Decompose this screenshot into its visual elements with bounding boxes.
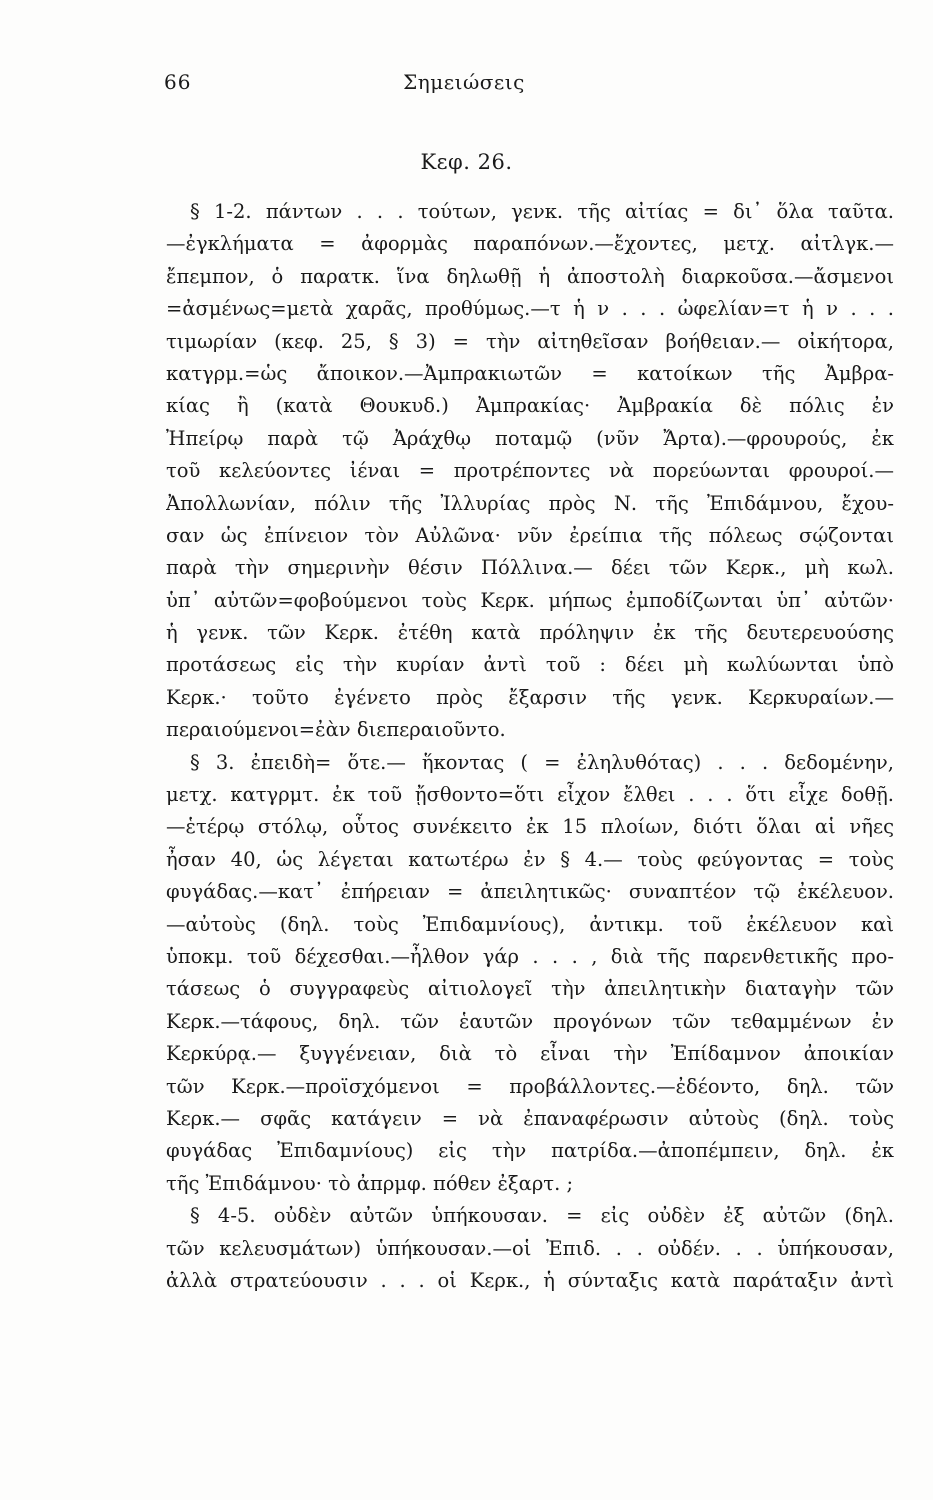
text-line: ἡ γενκ. τῶν Κερκ. ἐτέθη κατὰ πρόληψιν ἐκ τῆς δευτερευούσης <box>166 621 894 645</box>
text-line: ἔπεμπον, ὁ παρατκ. ἵνα δηλωθῇ ἡ ἀποστολὴ διαρκοῦσα.—ἄσμενοι <box>166 264 894 288</box>
text-line: κατγρμ.=ὡς ἄποικον.—Ἀμπρακιωτῶν = κατοίκων τῆς Ἀμβρα- <box>166 361 894 385</box>
text-line: Ἠπείρῳ παρὰ τῷ Ἀράχθῳ ποταμῷ (νῦν Ἄρτα).—φρουρούς, ἐκ <box>166 426 894 450</box>
text-line: τῶν Κερκ.—προϊσχόμενοι = προβάλλοντες.—ἐδέοντο, δηλ. τῶν <box>166 1074 894 1098</box>
text-line: § 1-2. πάντων . . . τούτων, γενκ. τῆς αἰτίας = δι᾽ ὅλα ταῦτα. <box>190 200 894 223</box>
text-line: § 4-5. οὐδὲν αὐτῶν ὑπήκουσαν. = εἰς οὐδὲν ἐξ αὐτῶν (δηλ. <box>190 1204 894 1228</box>
text-line: περαιούμενοι=ἐὰν διεπεραιοῦντο. <box>166 718 506 742</box>
text-line: προτάσεως εἰς τὴν κυρίαν ἀντὶ τοῦ : δέει μὴ κωλύωνται ὑπὸ <box>166 653 894 677</box>
text-line: ὑποκμ. τοῦ δέχεσθαι.—ἦλθον γάρ . . . , διὰ τῆς παρενθετικῆς προ- <box>166 944 894 968</box>
text-line: μετχ. κατγρμτ. ἐκ τοῦ ᾔσθοντο=ὅτι εἶχον ἔλθει . . . ὅτι εἶχε δοθῇ. <box>166 783 894 807</box>
text-line: =ἀσμένως=μετὰ χαρᾶς, προθύμως.—τ ἡ ν . . . ὠφελίαν=τ ἡ ν . . . <box>166 297 894 321</box>
text-line: τάσεως ὁ συγγραφεὺς αἰτιολογεῖ τὴν ἀπειλητικὴν διαταγὴν τῶν <box>166 977 894 1001</box>
text-line: Κερκ.· τοῦτο ἐγένετο πρὸς ἔξαρσιν τῆς γενκ. Κερκυραίων.— <box>166 685 894 709</box>
text-line: Κερκ.— σφᾶς κατάγειν = νὰ ἐπαναφέρωσιν αὐτοὺς (δηλ. τοὺς <box>166 1106 894 1130</box>
page-header <box>164 70 894 104</box>
page-number: 66 <box>164 70 192 94</box>
text-line: σαν ὡς ἐπίνειον τὸν Αὐλῶνα· νῦν ἐρείπια τῆς πόλεως σῴζονται <box>166 523 894 547</box>
text-line: τῆς Ἐπιδάμνου· τὸ ἀπρμφ. πόθεν ἐξαρτ. ; <box>166 1171 574 1195</box>
chapter-heading: Κεφ. 26. <box>420 150 513 174</box>
text-line: τιμωρίαν (κεφ. 25, § 3) = τὴν αἰτηθεῖσαν βοήθειαν.— οἰκήτορα, <box>166 329 894 353</box>
text-line: τῶν κελευσμάτων) ὑπήκουσαν.—οἱ Ἐπιδ. . . οὐδέν. . . ὑπήκουσαν, <box>166 1236 894 1260</box>
text-line: ἀλλὰ στρατεύουσιν . . . οἱ Κερκ., ἡ σύνταξις κατὰ παράταξιν ἀντὶ <box>166 1268 894 1292</box>
text-line: τοῦ κελεύοντες ἰέναι = προτρέποντες νὰ πορεύωνται φρουροί.— <box>166 459 894 483</box>
text-line: ἦσαν 40, ὡς λέγεται κατωτέρω ἐν § 4.— τοὺς φεύγοντας = τοὺς <box>166 847 894 871</box>
notes-body <box>166 196 894 1297</box>
text-line: —ἑτέρῳ στόλῳ, οὗτος συνέκειτο ἐκ 15 πλοίων, διότι ὅλαι αἱ νῆες <box>166 815 894 839</box>
text-line: —ἐγκλήματα = ἀφορμὰς παραπόνων.—ἔχοντες, μετχ. αἰτλγκ.— <box>166 232 894 256</box>
text-line: ὑπ᾽ αὐτῶν=φοβούμενοι τοὺς Κερκ. μήπως ἐμποδίζωνται ὑπ᾽ αὐτῶν· <box>166 588 894 612</box>
running-title: Σημειώσεις <box>403 70 525 94</box>
text-line: —αὐτοὺς (δηλ. τοὺς Ἐπιδαμνίους), ἀντικμ. τοῦ ἐκέλευον καὶ <box>166 912 894 936</box>
text-line: παρὰ τὴν σημερινὴν θέσιν Πόλλινα.— δέει τῶν Κερκ., μὴ κωλ. <box>166 556 894 580</box>
text-line: φυγάδας.—κατ᾽ ἐπήρειαν = ἀπειλητικῶς· συναπτέον τῷ ἐκέλευον. <box>166 880 894 904</box>
text-line: Ἀπολλωνίαν, πόλιν τῆς Ἰλλυρίας πρὸς Ν. τῆς Ἐπιδάμνου, ἔχου- <box>166 491 894 515</box>
text-line: § 3. ἐπειδὴ= ὅτε.— ἥκοντας ( = ἐληλυθότας) . . . δεδομένην, <box>190 750 894 774</box>
text-line: Κερκ.—τάφους, δηλ. τῶν ἑαυτῶν προγόνων τῶν τεθαμμένων ἐν <box>166 1009 894 1033</box>
text-line: φυγάδας Ἐπιδαμνίους) εἰς τὴν πατρίδα.—ἀποπέμπειν, δηλ. ἐκ <box>166 1139 894 1163</box>
text-line: κίας ἢ (κατὰ Θουκυδ.) Ἀμπρακίας· Ἀμβρακία δὲ πόλις ἐν <box>166 394 894 418</box>
text-line: Κερκύρᾳ.— ξυγγένειαν, διὰ τὸ εἶναι τὴν Ἐπίδαμνον ἀποικίαν <box>166 1042 894 1066</box>
